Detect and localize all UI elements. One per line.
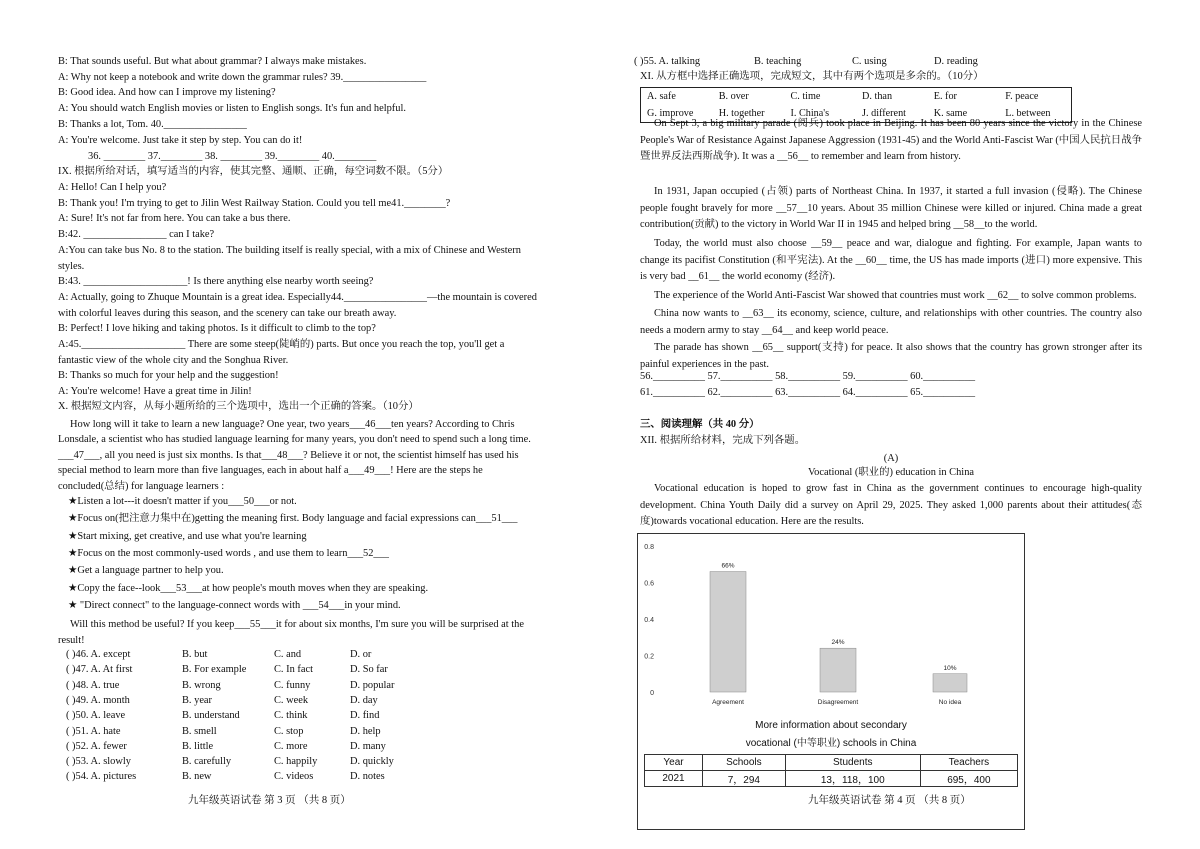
option-row (66, 739, 546, 754)
step-item: ★Focus on(把注意力集中在)getting the meaning first. Body language and facial expressions can___51___ (68, 513, 518, 525)
option-choice: C. videos (274, 771, 314, 783)
dialogue-line: B:43. ____________________! Is there anything else nearby worth seeing? (58, 276, 374, 288)
option-row-55 (634, 54, 1114, 69)
option-choice: B. new (182, 771, 212, 783)
option-choice: ( )51. A. hate (66, 725, 121, 737)
option-row (66, 708, 546, 723)
bar (820, 648, 856, 692)
word-option: H. together (718, 108, 765, 119)
option-choice: C. funny (274, 679, 311, 691)
page-footer-3: 九年级英语试卷 第 3 页 （共 8 页） (188, 795, 351, 806)
word-option: G. improve (647, 108, 694, 119)
option-choice: C. stop (274, 725, 304, 737)
option-choice: D. notes (350, 771, 385, 783)
option-choice: C. think (274, 710, 308, 722)
dialogue-line: B: Thanks so much for your help and the suggestion! (58, 370, 279, 382)
option-choice: C. and (274, 649, 302, 660)
passage-paragraph: China now wants to __63__ its economy, science, culture, and relationships with other countries. The country also needs a modern army to stay __64__ and keep world peace. (640, 308, 1142, 336)
table-header-row (645, 755, 1018, 771)
y-tick-label: 0 (650, 690, 654, 697)
option-choice: ( )53. A. slowly (66, 756, 131, 768)
passage-line: Lonsdale, a scientist who has studied language learning for many years, you don't need to spend such a long time. (58, 434, 531, 446)
schools-table (644, 754, 1018, 787)
step-item: ★Focus on the most commonly-used words , and use them to learn___52___ (68, 547, 389, 559)
option-choice: D. or (350, 649, 372, 660)
y-tick-label: 0.4 (644, 617, 654, 624)
option-choice: B. but (182, 649, 208, 660)
step-item: ★Start mixing, get creative, and use what you're learning (68, 530, 307, 542)
bar (710, 572, 746, 692)
option-choice: D. find (350, 710, 380, 722)
option-choice: B. year (182, 694, 213, 706)
passage-line: ___47___, all you need is just six months. Is that___48___? Believe it or not, the scientist himself has used his (58, 449, 519, 461)
option-55-a: ( )55. A. talking (634, 56, 701, 67)
bar (933, 674, 967, 692)
dialogue-line: A: You should watch English movies or listen to English songs. It's fun and helpful. (58, 103, 406, 115)
passage-paragraph: The parade has shown __65__ support(支持) for peace. It also shows that the country has grown stronger after its painful experiences in the past. (640, 342, 1142, 370)
survey-chart-box (637, 533, 1025, 830)
option-choice: ( )50. A. leave (66, 710, 126, 722)
passage-paragraph: The experience of the World Anti-Fascist War showed that countries must work __62__ to solve common problems. (654, 290, 1137, 301)
option-choice: B. smell (182, 725, 217, 737)
option-choice: D. So far (350, 664, 388, 676)
option-choice: B. wrong (182, 679, 221, 691)
step-item: ★ "Direct connect" to the language-connect words with ___54___in your mind. (68, 599, 401, 611)
answer-line-56-60: 56.__________ 57.__________ 58.__________ 59.__________ 60.__________ (640, 371, 976, 382)
dialogue-line: B: Perfect! I love hiking and taking photos. Is it difficult to climb to the top? (58, 323, 376, 335)
section-12-title: XII. 根据所给材料，完成下列各题。 (640, 435, 806, 446)
option-55-c: C. using (852, 56, 887, 67)
passage-line: How long will it take to learn a new language? One year, two years___46___ten years? According to Chris (70, 419, 515, 430)
passage-line: Will this method be useful? If you keep___55___it for about six months, I'm sure you will be surprised at the (70, 619, 524, 630)
dialogue-line: B: Thanks a lot, Tom. 40.________________ (58, 118, 247, 130)
option-choice: D. quickly (350, 756, 394, 768)
table-cell: 7，294 (703, 771, 786, 787)
option-row (66, 678, 546, 693)
passage-paragraph: On Sept 3, a big military parade (阅兵) took place in Beijing. It has been 80 years since the victory in the Chinese People's War of Resistance Against Japanese Aggression (1931-45) and the World Anti-Fascist War (中国人民抗日战争暨世界反法西斯战争). It was a __56__ to remember and learn from history. (640, 118, 1142, 162)
data-label: 10% (943, 664, 957, 672)
option-choice: B. carefully (182, 756, 232, 768)
option-choice: C. week (274, 694, 309, 706)
dialogue-line: with colorful leaves during this season, and the scenery can take our breath away. (58, 307, 397, 319)
dialogue-line: A: Actually, going to Zhuque Mountain is a great idea. Especially44.________________—the mountain is covered (58, 291, 537, 303)
part-3-title: 三、阅读理解（共 40 分） (640, 419, 760, 430)
option-choice: C. In fact (274, 664, 313, 676)
dialogue-line: styles. (58, 260, 85, 272)
option-choice: D. help (350, 725, 381, 737)
option-choice: ( )54. A. pictures (66, 771, 137, 783)
y-tick-label: 0.8 (644, 544, 654, 551)
passage-line: concluded(总结) for language learners : (58, 480, 225, 492)
passage-a-label: (A) (883, 453, 899, 464)
dialogue-line: B: Good idea. And how can I improve my listening? (58, 87, 276, 99)
option-choice: B. understand (182, 710, 240, 722)
option-choice: D. day (350, 694, 378, 706)
dialogue-line: A: You're welcome. Just take it step by step. You can do it! (58, 134, 303, 146)
passage-paragraph: In 1931, Japan occupied (占领) parts of Northeast China. In 1937, it started a full invasion (侵略). The Chinese people fought bravely for more __57__10 years. About 35 million Chinese were killed or injured. China made a great contribution(贡献) to the victory in World War II in 1945 and helped bring __58__to the world. (640, 186, 1142, 230)
table-cell: 2021 (645, 771, 703, 787)
table-header-cell: Students (785, 755, 920, 771)
table-header-cell: Teachers (920, 755, 1017, 771)
passage-paragraph: Today, the world must also choose __59__ peace and war, dialogue and fighting. For example, Japan wants to change its pacifist Constitution (和平宪法). At the __60__ time, the US has made imports (进口) more expensive. This is very bad __61__ the world economy (经济). (640, 238, 1142, 282)
word-box-row (641, 88, 1072, 106)
word-option: F. peace (1005, 91, 1039, 102)
dialogue-line: A: You're welcome! Have a great time in Jilin! (58, 386, 252, 398)
table-header-cell: Schools (703, 755, 786, 771)
option-row (66, 754, 546, 769)
table-header-cell: Year (645, 755, 703, 771)
option-choice: C. happily (274, 756, 318, 768)
answer-line-61-65: 61.__________ 62.__________ 63.__________ 64.__________ 65.__________ (640, 387, 976, 398)
table-cell: 13，118，100 (785, 771, 920, 787)
step-item: ★Listen a lot---it doesn't matter if you___50___or not. (68, 496, 297, 507)
section-9-title: IX. 根据所给对话，填写适当的内容，使其完整、通顺、正确，每空词数不限。（5分） (58, 166, 449, 177)
word-option: I. China's (790, 108, 830, 119)
dialogue-line: A: Hello! Can I help you? (58, 182, 167, 193)
x-tick-label: No idea (938, 699, 962, 706)
right-page (634, 46, 1142, 849)
dialogue-line: B: Thank you! I'm trying to get to Jilin West Railway Station. Could you tell me41.________? (58, 197, 451, 209)
word-option: K. same (933, 108, 968, 119)
data-label: 24% (831, 639, 845, 647)
option-choice: ( )48. A. true (66, 679, 120, 691)
x-tick-label: Disagreement (817, 699, 859, 706)
option-choice: ( )49. A. month (66, 694, 130, 706)
word-option: C. time (790, 91, 821, 102)
dialogue-line: fantastic view of the whole city and the Songhua River. (58, 354, 289, 366)
option-choice: D. popular (350, 679, 395, 691)
answer-line-36-40: 36. ________ 37.________ 38. ________ 39.________ 40.________ (88, 151, 377, 162)
option-choice: B. For example (182, 664, 247, 676)
passage-line: result! (58, 634, 85, 646)
dialogue-line: A: Why not keep a notebook and write down the grammar rules? 39.________________ (58, 71, 427, 83)
option-row (66, 769, 546, 784)
step-item: ★Get a language partner to help you. (68, 565, 224, 577)
dialogue-line: A: Sure! It's not far from here. You can take a bus there. (58, 213, 291, 225)
option-row (66, 724, 546, 739)
option-55-b: B. teaching (754, 56, 802, 67)
option-choice: ( )52. A. fewer (66, 740, 127, 752)
word-option: D. than (862, 91, 893, 102)
passage-a-title: Vocational (职业的) education in China (807, 467, 975, 478)
section-10-title: X. 根据短文内容，从每小题所给的三个选项中，选出一个正确的答案。（10分） (58, 401, 419, 412)
y-tick-label: 0.2 (644, 653, 654, 661)
option-choice: C. more (274, 740, 308, 752)
x-tick-label: Agreement (712, 699, 744, 706)
table-row (645, 771, 1018, 787)
y-tick-label: 0.6 (644, 580, 654, 588)
left-page (58, 46, 558, 849)
passage-line: special method to learn more than five languages, each in about half a___49___! Here are the steps he (58, 465, 483, 477)
option-choice: ( )46. A. except (66, 649, 131, 660)
word-option: J. different (862, 108, 906, 119)
dialogue-line: A:45.____________________ There are some steep(陡峭的) parts. But once you reach the top, you'll get a (58, 339, 505, 350)
section-11-title: XI. 从方框中选择正确选项，完成短文，其中有两个选项是多余的。（10分） (640, 71, 984, 82)
step-item: ★Copy the face--look___53___at how people's mouth moves when they are speaking. (68, 582, 429, 594)
option-row (66, 647, 546, 662)
dialogue-line: B:42. ________________ can I take? (58, 229, 215, 241)
table-title-line-2: vocational (中等职业) schools in China (745, 738, 917, 749)
passage-a-text: Vocational education is hoped to grow fast in China as the government continues to encourage high-quality development. China Youth Daily did a survey on April 29, 2025. They asked 1,000 parents about their attitudes(态度)towards vocational education. Here are the results. (640, 483, 1142, 527)
option-choice: B. little (182, 740, 214, 752)
word-option: L. between (1005, 108, 1051, 119)
page-footer-4: 九年级英语试卷 第 4 页 （共 8 页） (808, 795, 971, 806)
data-label: 66% (721, 562, 735, 570)
option-55-d: D. reading (934, 56, 978, 67)
word-option: E. for (933, 91, 957, 102)
option-choice: ( )47. A. At first (66, 664, 133, 676)
option-choice: D. many (350, 740, 386, 752)
attitude-bar-chart (638, 534, 1024, 709)
word-option: B. over (718, 91, 749, 102)
dialogue-line: A:You can take bus No. 8 to the station. The building itself is really special, with a mix of Chinese and Western (58, 244, 521, 256)
table-cell: 695，400 (920, 771, 1017, 787)
option-row (66, 662, 546, 677)
option-row (66, 693, 546, 708)
table-title-line-1: More information about secondary (755, 720, 907, 731)
dialogue-line: B: That sounds useful. But what about grammar? I always make mistakes. (58, 56, 367, 67)
word-option: A. safe (647, 91, 676, 102)
